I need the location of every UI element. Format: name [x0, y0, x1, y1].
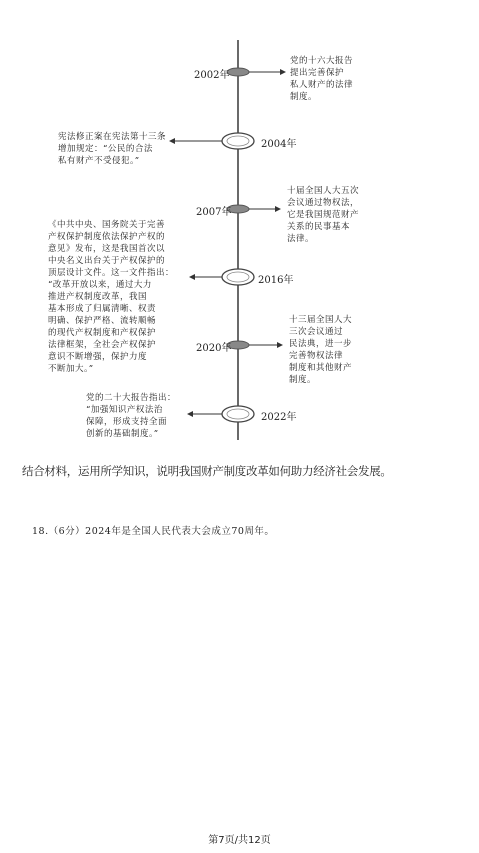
year-label-2022: 2022年 — [261, 412, 297, 423]
question-18: 18.（6分）2024年是全国人民代表大会成立70周年。 — [32, 526, 275, 537]
page-footer: 第7页/共12页 — [208, 835, 271, 846]
note-2016: 《中共中央、国务院关于完善 产权保护制度依法保护产权的 意见》发布，这是我国首次以 中央名义出台关于产权保护的 顶层设计文件。这一文件指出： “改革开放以来，通过大力 推进产权制度改革，我国 基本形成了归属清晰、权责 明确、保护严格、流转顺畅 的现代产权制度和产权保护 法律框架，全社会产权保护 意识不断增强，保护力度 不断加大。” — [48, 220, 175, 374]
year-label-2004: 2004年 — [261, 139, 297, 150]
year-label-2016: 2016年 — [258, 275, 294, 286]
year-label-2020: 2020年 — [196, 343, 232, 354]
note-2002: 党的十六大报告 提出完善保护 私人财产的法律 制度。 — [290, 56, 354, 102]
marker-2002 — [227, 68, 249, 76]
note-2007: 十届全国人大五次 会议通过物权法， 它是我国规范财产 关系的民事基本 法律。 — [287, 186, 360, 244]
note-2022: 党的二十大报告指出： “加强知识产权法治 保障，形成支持全面 创新的基础制度。” — [86, 393, 177, 439]
year-label-2002: 2002年 — [194, 70, 230, 81]
note-2020: 十三届全国人大 三次会议通过 民法典，进一步 完善物权法律 制度和其他财产 制度。 — [289, 315, 353, 385]
year-label-2007: 2007年 — [196, 207, 232, 218]
question-prompt: 结合材料，运用所学知识，说明我国财产制度改革如何助力经济社会发展。 — [22, 464, 392, 478]
note-2004: 宪法修正案在宪法第十三条 增加规定：“公民的合法 私有财产不受侵犯。” — [58, 132, 167, 166]
